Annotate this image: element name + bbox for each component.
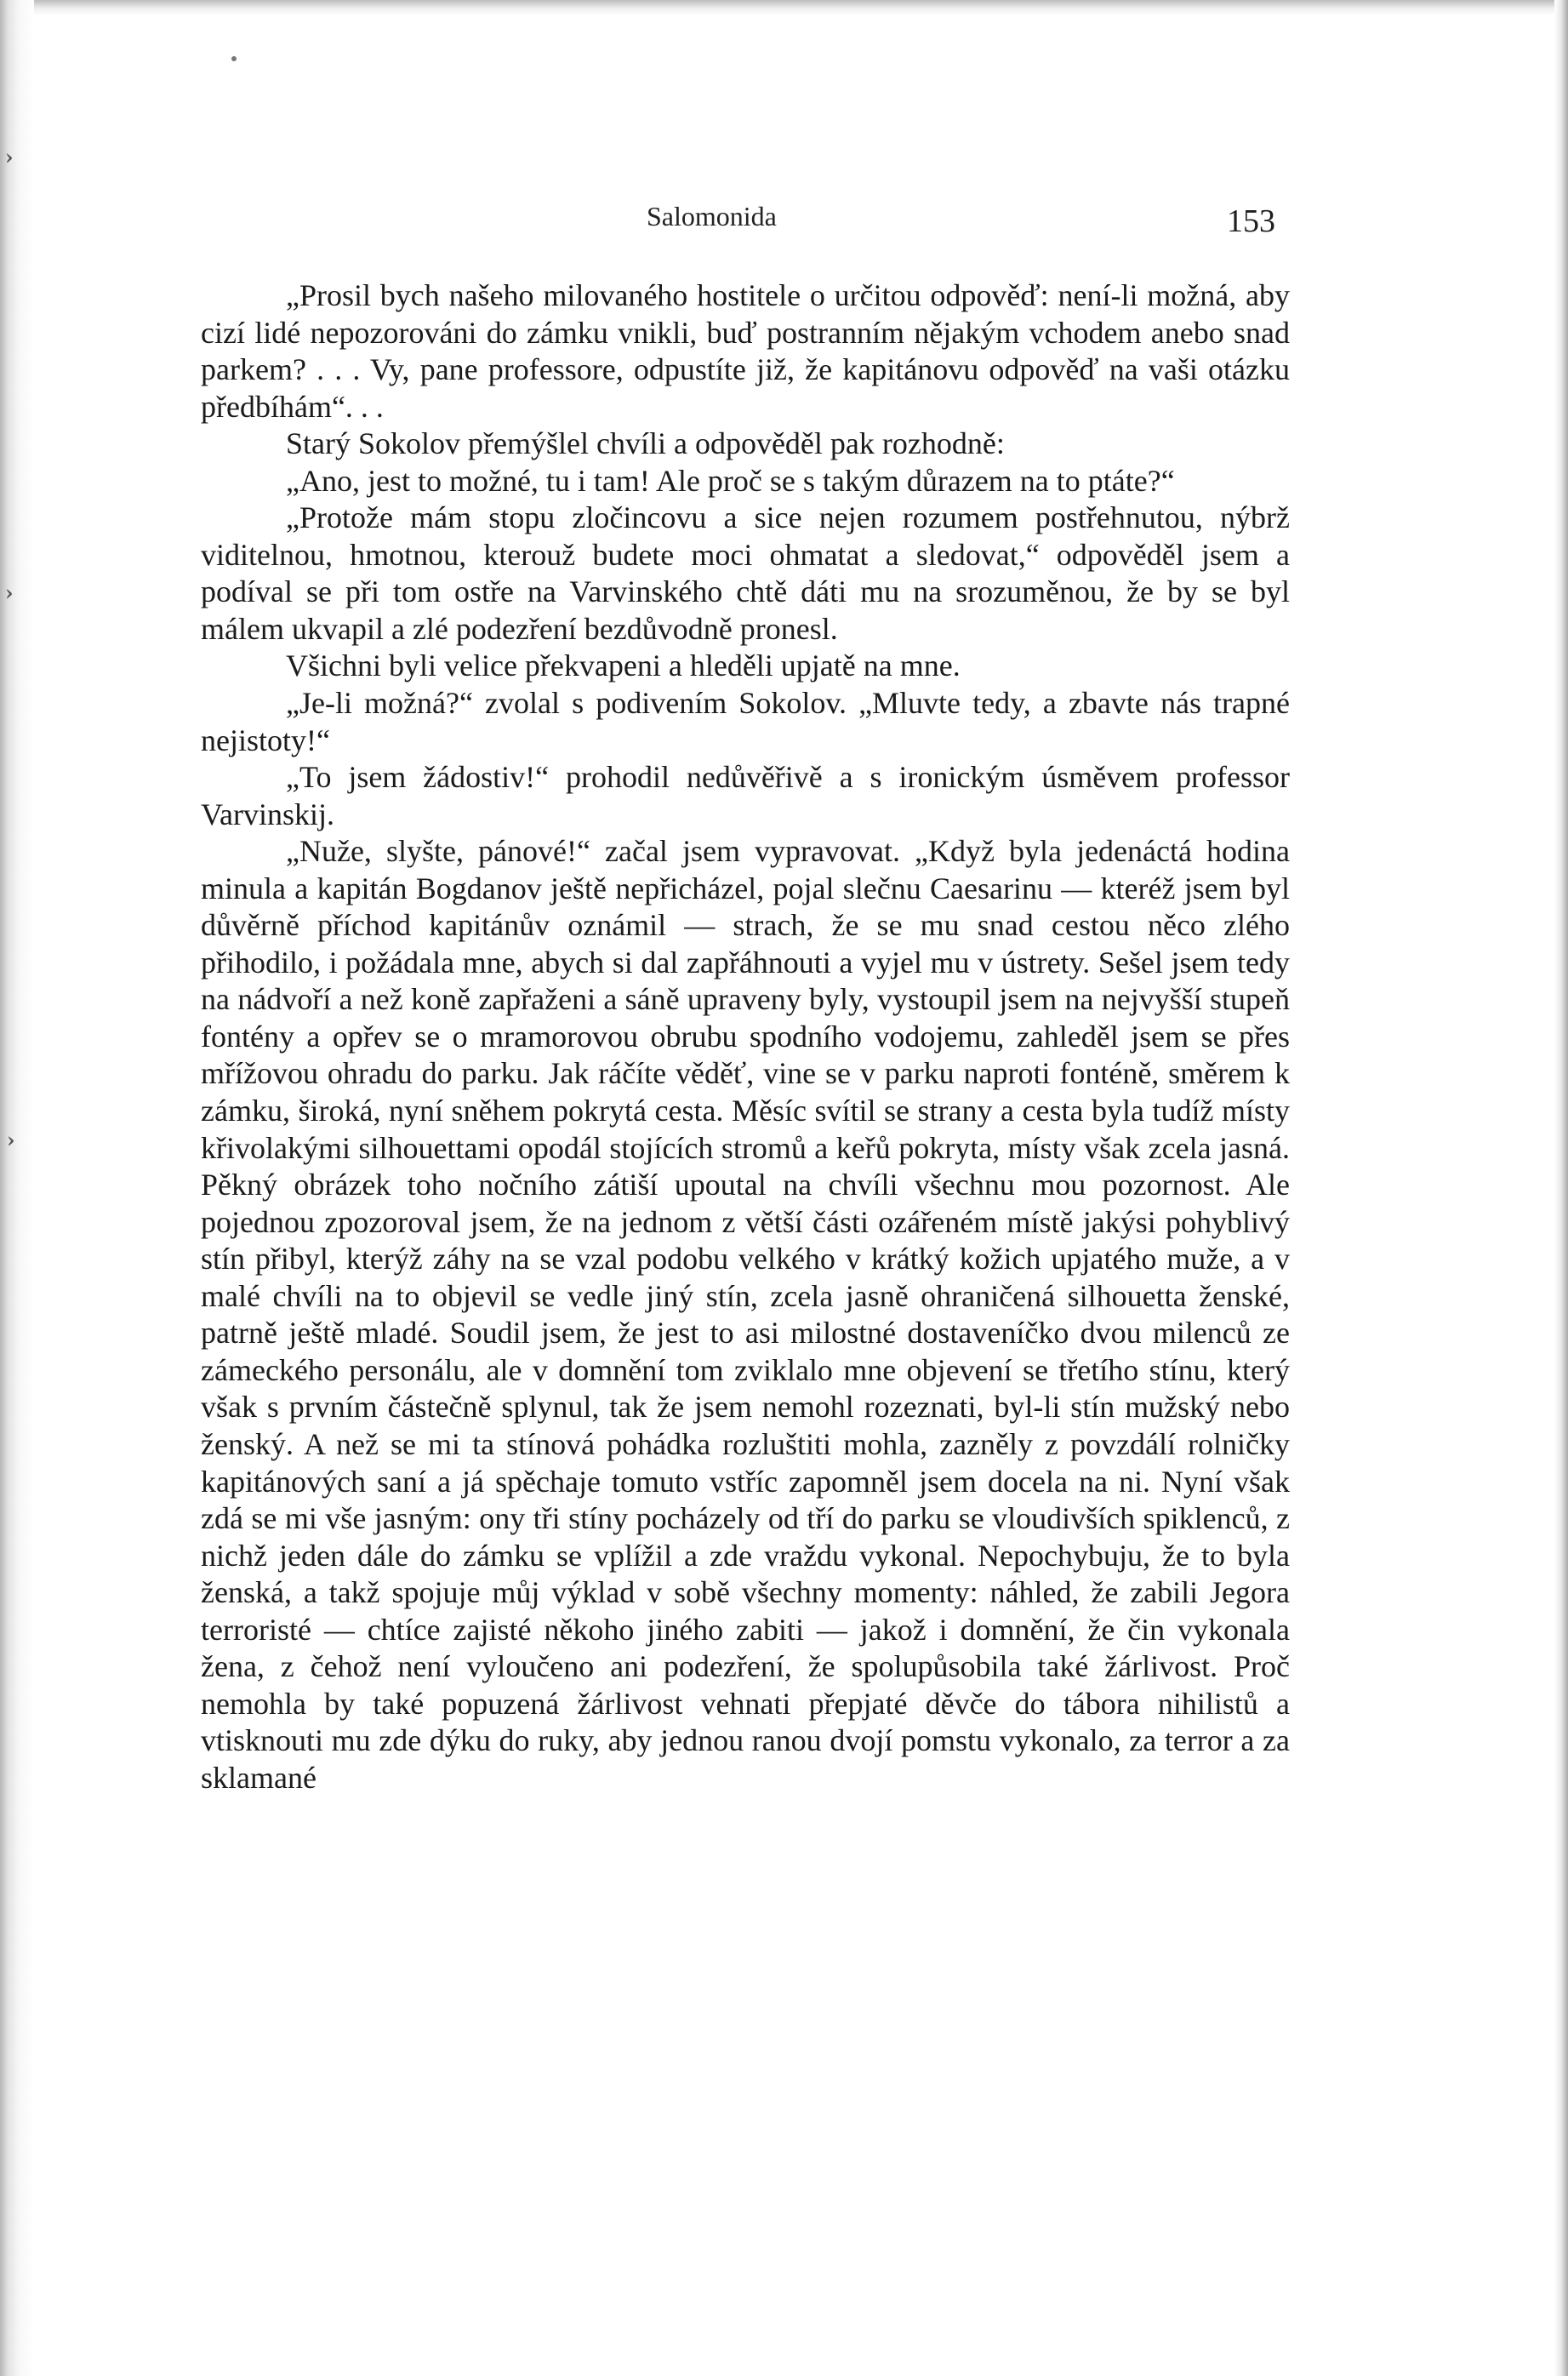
margin-mark-icon: › [5,580,14,605]
scan-right-edge [1554,0,1568,2376]
page-number: 153 [1227,203,1275,239]
ink-speck [231,56,237,61]
paragraph: „Prosil bych našeho milovaného hostitele o určitou odpověď: není-li možná, aby cizí lidé nepozorováni do zámku vnikli, buď postranním nějakým vchodem anebo snad parkem? . . . Vy, pane professore, odpustíte již, že kapitánovu odpověď na vaši otázku předbíhám“. . . [201,278,1290,424]
paragraph: „Je-li možná?“ zvolal s podivením Sokolov. „Mluvte tedy, a zbavte nás trapné nejistoty!“ [201,686,1290,757]
running-title: Salomonida [647,201,777,231]
margin-mark-icon: › [7,1128,15,1152]
paragraph: „Protože mám stopu zločincovu a sice nejen rozumem postřehnutou, nýbrž viditelnou, hmotnou, kterouž budete moci ohmatat a sledovat,“ odpověděl jsem a podíval se při tom ostře na Varvinského chtě dáti mu na srozuměnou, že by se byl málem ukvapil a zlé podezření bezdůvodně pronesl. [201,500,1290,646]
body-text [201,277,1290,1796]
paragraph: Všichni byli velice překvapeni a hleděli upjatě na mne. [286,648,961,683]
paragraph: „To jsem žádostiv!“ prohodil nedůvěřivě a s ironickým úsměvem professor Varvinskij. [201,760,1290,831]
scan-top-shadow [0,0,1568,15]
paragraph: „Ano, jest to možné, tu i tam! Ale proč se s takým důrazem na to ptáte?“ [286,463,1175,498]
margin-mark-icon: › [5,145,14,169]
scan-binding-edge [0,0,34,2376]
paragraph: Starý Sokolov přemýšlel chvíli a odpověděl pak rozhodně: [286,426,1005,461]
paragraph: „Nuže, slyšte, pánové!“ začal jsem vypravovat. „Když byla jedenáctá hodina minula a kapitán Bogdanov ještě nepřicházel, pojal slečnu Caesarinu — kteréž jsem byl důvěrně příchod kapitánův oznámil — strach, že se mu snad cestou něco zlého přihodilo, i požádala mne, abych si dal zapřáhnouti a vyjel mu v ústrety. Sešel jsem tedy na nádvoří a než koně zapřaženi a sáně upraveny byly, vystoupil jsem na nejvyšší stupeň fontény a opřev se o mramorovou obrubu spodního vodojemu, zahleděl jsem se přes mřížovou ohradu do parku. Jak ráčíte věděť, vine se v parku naproti fonténě, směrem k zámku, široká, nyní sněhem pokrytá cesta. Měsíc svítil se strany a cesta byla tudíž místy křivolakými silhouettami opodál stojících stromů a keřů pokryta, místy však zcela jasná. Pěkný obrázek toho nočního zátiší upoutal na chvíli všechnu mou pozornost. Ale pojednou zpozoroval jsem, že na jednom z větší části ozářeném místě jakýsi pohyblivý stín přibyl, kterýž záhy na se vzal podobu velkého v krátký kožich upjatého muže, a v malé chvíli na to objevil se vedle jiný stín, zcela jasně ohraničená silhouetta ženské, patrně ještě mladé. Soudil jsem, že jest to asi milostné dostaveníčko dvou milenců ze zámeckého personálu, ale v domnění tom zviklalo mne objevení se třetího stínu, který však s prvním částečně splynul, tak že jsem nemohl rozeznati, byl-li stín mužský nebo ženský. A než se mi ta stínová pohádka rozluštiti mohla, zazněly z povzdálí rolničky kapitánových saní a já spěchaje tomuto vstříc zapomněl jsem docela na ni. Nyní však zdá se mi vše jasným: ony tři stíny pocházely od tří do parku se vloudivších spiklenců, z nichž jeden dále do zámku se vplížil a zde vraždu vykonal. Nepochybuju, že to byla ženská, a takž spojuje můj výklad v sobě všechny momenty: náhled, že zabili Jegora terroristé — chtíce zajisté někoho jiného zabiti — jakož i domnění, že čin vykonala žena, z čehož není vyloučeno ani podezření, že spolupůsobila také žárlivost. Proč nemohla by také popuzená žárlivost vehnati přepjaté děvče do tábora nihilistů a vtisknouti mu zde dýku do ruky, aby jednou ranou dvojí pomstu vykonalo, za terror a za sklamané [201,834,1290,1795]
